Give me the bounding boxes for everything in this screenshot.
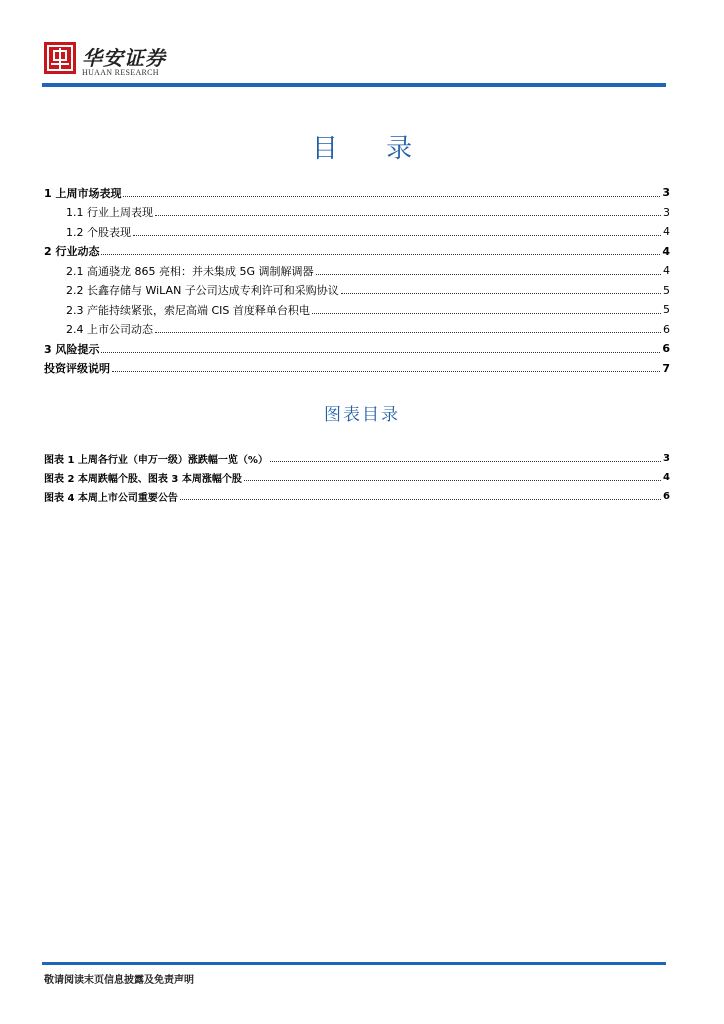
figure-page-number: 3: [663, 453, 670, 464]
dot-leader: [316, 273, 662, 275]
toc-entry[interactable]: [44, 203, 670, 223]
figure-entry[interactable]: [44, 468, 670, 487]
dot-leader: [123, 195, 660, 197]
toc-page-number: 4: [663, 225, 670, 239]
toc-page-number: 3: [662, 186, 670, 200]
toc-entry[interactable]: [44, 261, 670, 281]
figure-entry-text: 图表 1 上周各行业（申万一级）涨跌幅一览（%）: [44, 455, 268, 466]
toc-page-number: 3: [663, 205, 670, 219]
toc-entry-text: 1.1 行业上周表现: [66, 206, 153, 220]
toc-entry-text: 2.3 产能持续紧张，索尼高端 CIS 首度释单台积电: [66, 303, 310, 317]
toc-entry[interactable]: [44, 222, 670, 242]
brand-name-cn: 华安证券: [82, 46, 166, 70]
dot-leader: [244, 479, 661, 481]
figure-page-number: 4: [663, 472, 670, 483]
toc-page-number: 4: [662, 244, 670, 258]
toc-entry-text: 3 风险提示: [44, 342, 100, 356]
toc-entry[interactable]: [44, 281, 670, 301]
brand-name-en: HUAAN RESEARCH: [82, 68, 159, 77]
toc-page-number: 6: [662, 342, 670, 356]
dot-leader: [101, 253, 660, 255]
dot-leader: [133, 234, 661, 236]
figure-entry[interactable]: [44, 449, 670, 468]
toc-entry-text: 2.2 长鑫存储与 WiLAN 子公司达成专利许可和采购协议: [66, 284, 339, 298]
dot-leader: [155, 214, 661, 216]
footer-disclaimer: 敬请阅读末页信息披露及免责声明: [44, 975, 194, 986]
toc-entry[interactable]: [44, 300, 670, 320]
toc-entry[interactable]: [44, 320, 670, 340]
toc-entry[interactable]: [44, 242, 670, 262]
toc-page-number: 5: [663, 283, 670, 297]
dot-leader: [270, 460, 661, 462]
figure-entry-text: 图表 4 本周上市公司重要公告: [44, 493, 178, 504]
toc-entry-text: 2.4 上市公司动态: [66, 323, 153, 337]
toc-page-number: 5: [663, 303, 670, 317]
company-logo: [44, 42, 76, 74]
toc-page-number: 6: [663, 322, 670, 336]
toc-page-number: 4: [663, 264, 670, 278]
figures-title: 图表目录: [324, 405, 400, 425]
dot-leader: [341, 292, 661, 294]
toc-entry-text: 1 上周市场表现: [44, 186, 122, 200]
toc-entry[interactable]: [44, 339, 670, 359]
figure-entry[interactable]: [44, 487, 670, 506]
dot-leader: [101, 351, 660, 353]
footer-divider: [42, 962, 666, 965]
toc-entry[interactable]: [44, 359, 670, 379]
page-title: 目 录: [311, 134, 433, 164]
toc-page-number: 7: [662, 361, 670, 375]
list-of-figures: [44, 449, 670, 506]
toc-entry-text: 1.2 个股表现: [66, 225, 131, 239]
dot-leader: [312, 312, 661, 314]
header-divider: [42, 83, 666, 87]
dot-leader: [112, 370, 660, 372]
dot-leader: [180, 498, 661, 500]
toc-entry-text: 2.1 高通骁龙 865 亮相：并未集成 5G 调制解调器: [66, 264, 314, 278]
toc-entry-text: 投资评级说明: [44, 362, 110, 376]
dot-leader: [155, 331, 661, 333]
toc-entry-text: 2 行业动态: [44, 245, 100, 259]
figure-entry-text: 图表 2 本周跌幅个股、图表 3 本周涨幅个股: [44, 474, 242, 485]
toc-entry[interactable]: [44, 183, 670, 203]
figure-page-number: 6: [663, 491, 670, 502]
table-of-contents: [44, 183, 670, 378]
